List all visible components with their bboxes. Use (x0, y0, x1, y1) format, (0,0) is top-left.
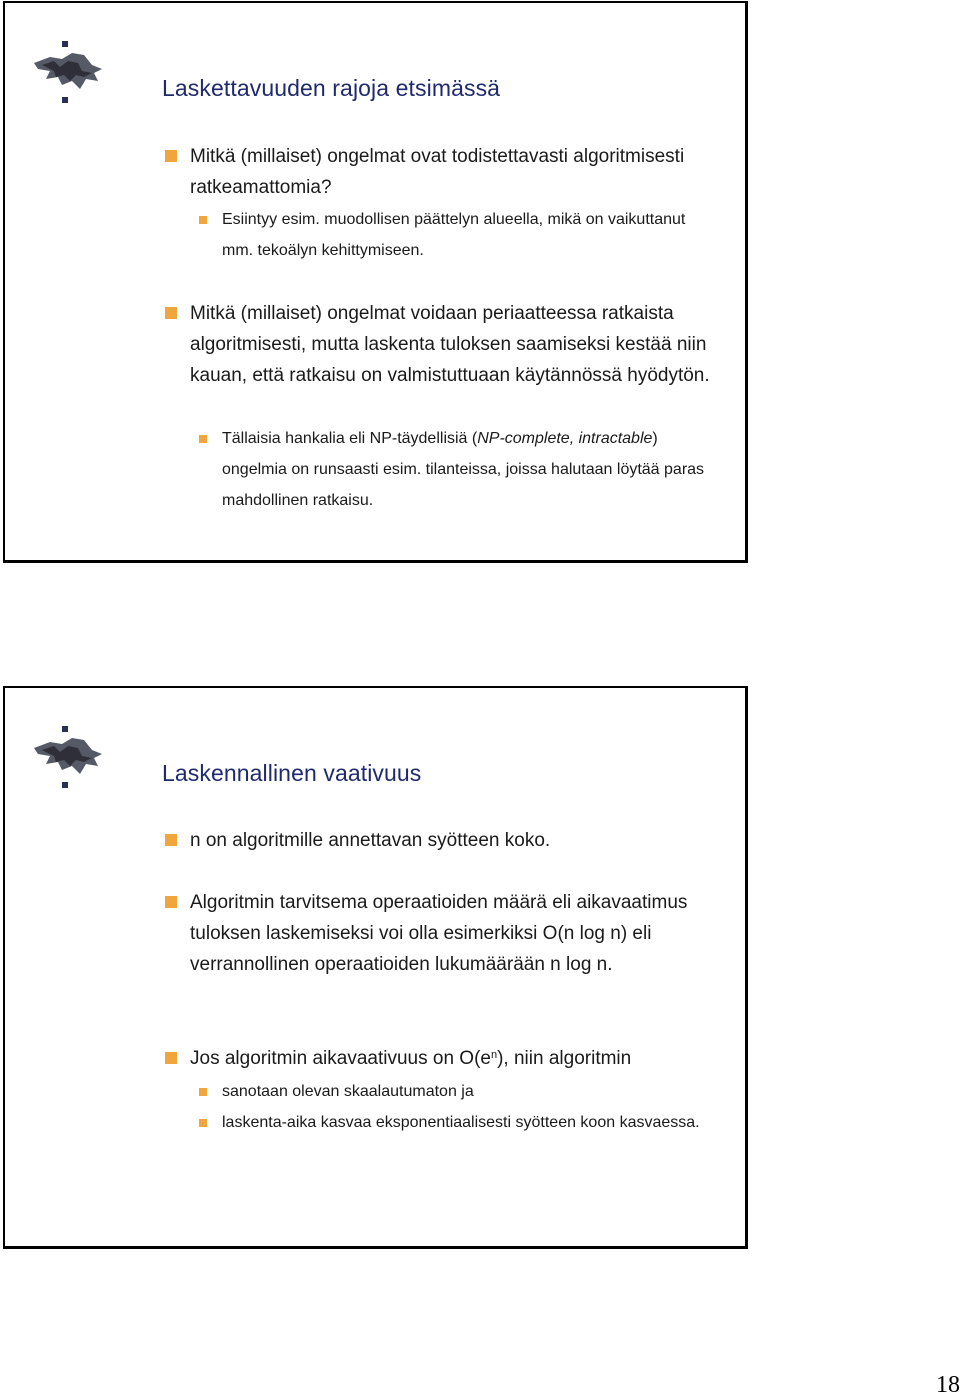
square-bullet-icon (165, 1052, 177, 1064)
slide-laskettavuus (3, 1, 748, 563)
square-bullet-icon (199, 216, 207, 224)
bullet-item: Jos algoritmin aikavaativuus on $O(e^n)$, niin algoritmin (190, 1043, 735, 1074)
sub-bullet-item: laskenta-aika kasvaa eksponentiaalisesti syötteen koon kasvaessa. (222, 1107, 717, 1138)
page-number: 18 (936, 1372, 960, 1398)
square-bullet-icon (165, 896, 177, 908)
slide-laskennallinen-vaativuus (3, 686, 748, 1249)
sub-bullet-item: Esiintyy esim. muodollisen päättelyn alueella, mikä on vaikuttanut mm. tekoälyn kehittymiseen. (222, 204, 717, 266)
slide-title: Laskettavuuden rajoja etsimässä (162, 75, 501, 101)
slide-title: Laskennallinen vaativuus (162, 760, 422, 786)
sub-bullet-item: Tällaisia hankalia eli NP-täydellisiä (NP-complete, intractable) ongelmia on runsaasti esim. tilanteissa, joissa halutaan löytää paras mahdollinen ratkaisu. (222, 423, 717, 516)
square-bullet-icon (165, 307, 177, 319)
square-bullet-icon (199, 1088, 207, 1096)
sub-bullet-item: sanotaan olevan skaalautumaton ja (222, 1076, 717, 1107)
bullet-item: Algoritmin tarvitsema operaatioiden määrä eli aikavaatimus tuloksen laskemiseksi voi olla esimerkiksi O(n log n) eli verrannollinen operaatioiden lukumäärään n log n. (190, 887, 735, 980)
square-bullet-icon (199, 1119, 207, 1127)
bullet-item: Mitkä (millaiset) ongelmat voidaan periaatteessa ratkaista algoritmisesti, mutta laskenta tuloksen saamiseksi kestää niin kauan, että ratkaisu on valmistuttuaan käytännössä hyödytön. (190, 298, 735, 391)
university-logo-icon (32, 39, 104, 105)
bullet-item: n on algoritmille annettavan syötteen koko. (190, 825, 735, 856)
university-logo-icon (32, 724, 104, 790)
square-bullet-icon (165, 150, 177, 162)
bullet-item: Mitkä (millaiset) ongelmat ovat todistettavasti algoritmisesti ratkeamattomia? (190, 141, 735, 203)
square-bullet-icon (165, 834, 177, 846)
square-bullet-icon (199, 435, 207, 443)
